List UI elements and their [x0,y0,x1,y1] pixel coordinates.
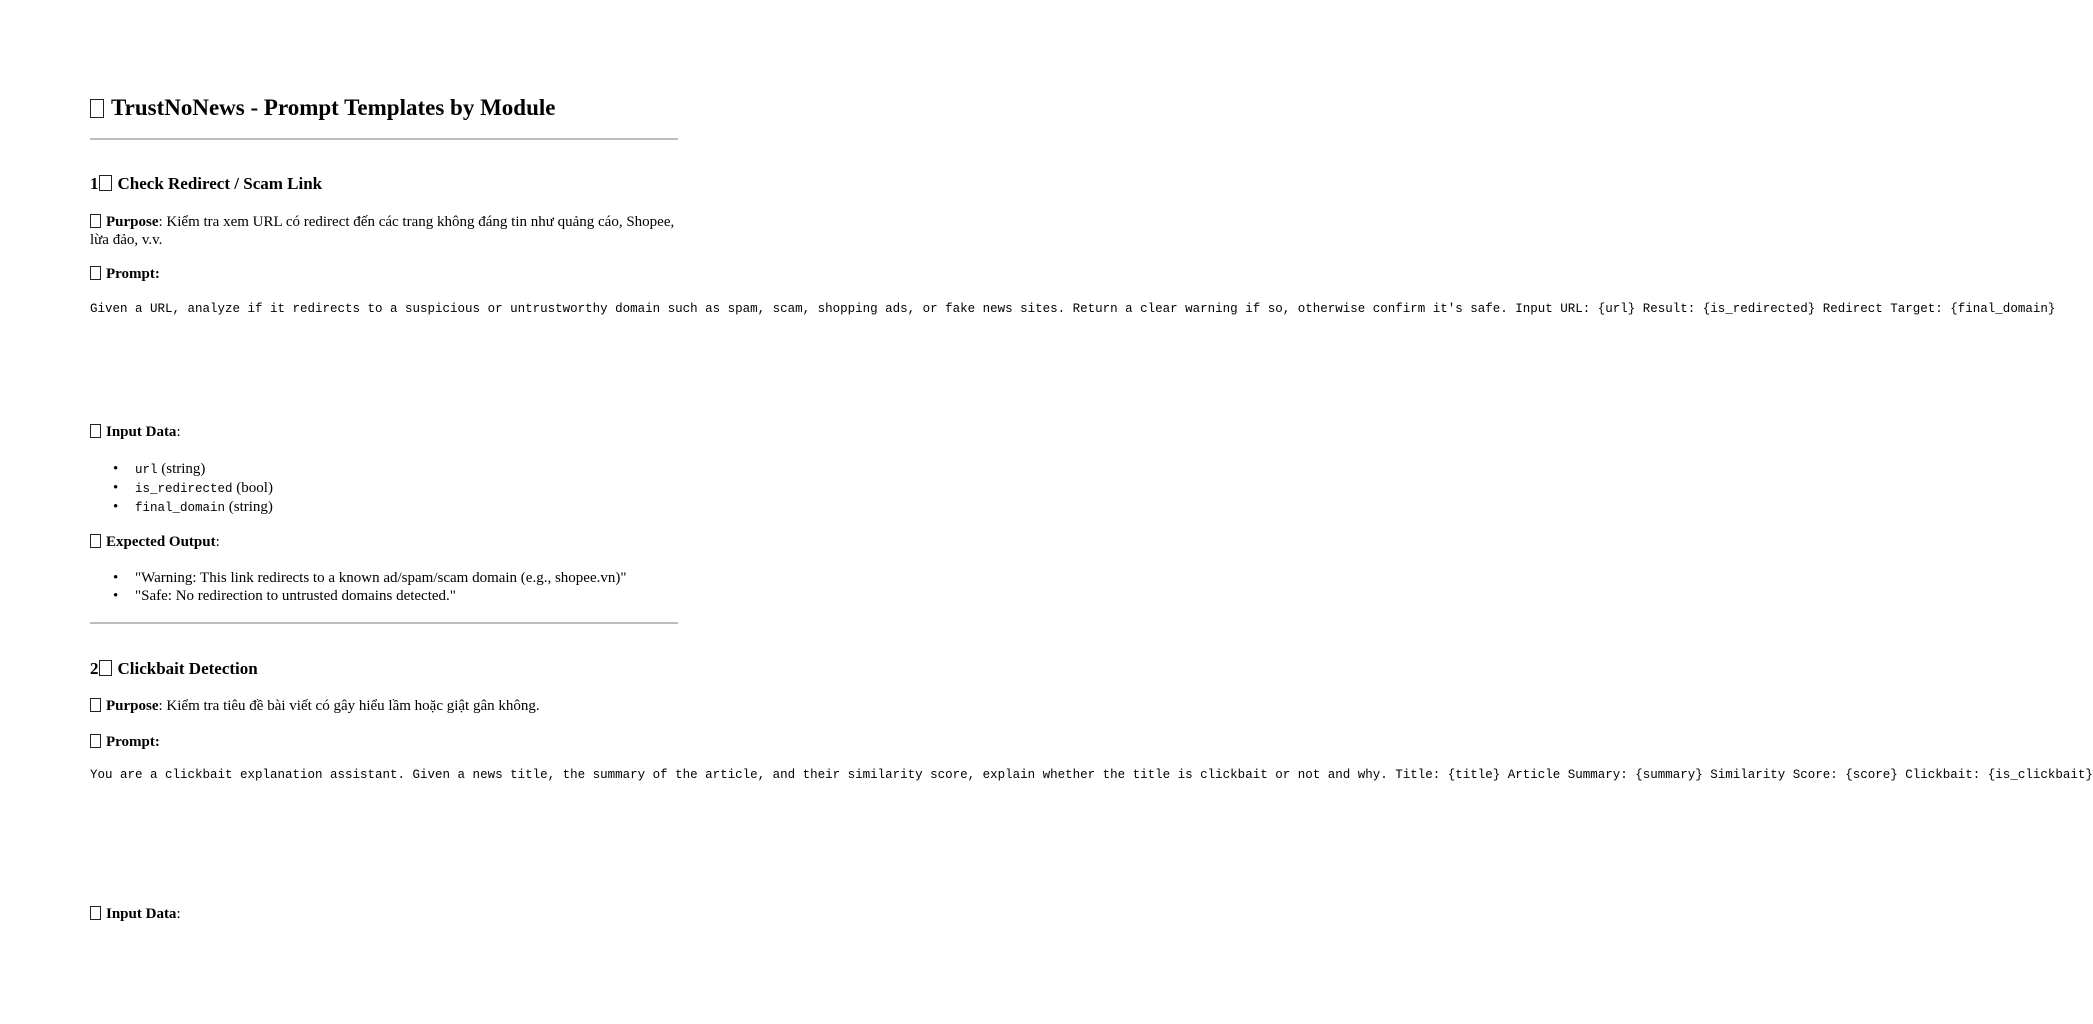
input-data-list [90,460,273,517]
purpose-text: : Kiểm tra xem URL có redirect đến các trang không đáng tin như quảng cáo, Shopee, lừa đảo, v.v. [90,214,675,248]
section-number: 1 [90,174,99,193]
list-item: • "Safe: No redirection to untrusted domains detected." [90,587,626,605]
list-item [90,479,273,498]
expected-output-label-text: Expected Output [106,534,216,550]
prompt-label-text: Prompt: [106,734,160,750]
input-type: (string) [228,499,273,515]
missing-glyph-icon [90,734,101,748]
colon: : [215,534,220,550]
section-number: 2 [90,659,99,678]
missing-glyph-icon [90,698,101,712]
section-heading-text: Check Redirect / Scam Link [117,174,323,193]
missing-glyph-icon [90,906,101,920]
expected-output-label [90,534,220,551]
section-heading-text: Clickbait Detection [117,659,258,678]
section-heading [90,174,322,194]
page-title [90,95,555,121]
missing-glyph-icon [90,99,104,118]
input-data-label [90,424,181,441]
missing-glyph-icon [90,424,101,438]
input-name: is_redirected [135,482,233,496]
missing-glyph-icon [99,175,112,191]
input-name: url [135,463,158,477]
prompt-code-block: Given a URL, analyze if it redirects to a suspicious or untrustworthy domain such as spam, scam, shopping ads, or fake news sites. Return a clear warning if so, otherwise confirm it's safe. Input URL: {url} Result: {is_redirected} Redirect Target: {final_domain} [90,302,2056,316]
prompt-label [90,734,160,751]
horizontal-rule [90,138,678,140]
horizontal-rule [90,622,678,624]
section-heading [90,659,258,679]
purpose-label: Purpose [106,214,159,230]
list-item [90,498,273,517]
colon: : [176,906,181,922]
input-type: (bool) [236,480,273,496]
list-item: • "Warning: This link redirects to a known ad/spam/scam domain (e.g., shopee.vn)" [90,569,626,587]
purpose-paragraph [90,697,680,715]
colon: : [176,424,181,440]
purpose-text: : Kiểm tra tiêu đề bài viết có gây hiểu lầm hoặc giật gân không. [158,698,540,714]
prompt-label-text: Prompt: [106,266,160,282]
page-title-text: TrustNoNews - Prompt Templates by Module [111,95,556,120]
prompt-label [90,266,160,283]
missing-glyph-icon [90,266,101,280]
list-item [90,460,273,479]
missing-glyph-icon [90,214,101,228]
purpose-label: Purpose [106,698,159,714]
input-data-label-text: Input Data [106,906,177,922]
input-type: (string) [161,461,206,477]
input-data-label-text: Input Data [106,424,177,440]
prompt-code-block: You are a clickbait explanation assistant. Given a news title, the summary of the article, and their similarity score, explain whether the title is clickbait or not and why. Title: {title} Article Summary: {summary} Similarity Score: {score} Clickbait: {is_clickbait} [90,768,2093,782]
input-name: final_domain [135,501,226,515]
input-data-label [90,906,181,923]
missing-glyph-icon [90,534,101,548]
missing-glyph-icon [99,660,112,676]
purpose-paragraph [90,213,680,249]
expected-output-list [90,569,626,605]
